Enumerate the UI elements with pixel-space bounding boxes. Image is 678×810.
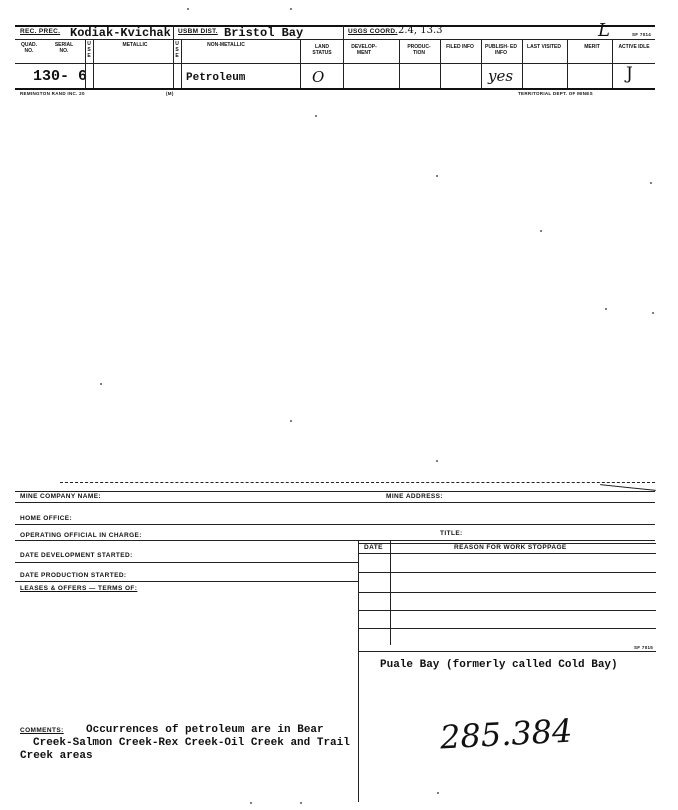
col-merit: MERIT xyxy=(584,44,600,50)
title-label: TITLE: xyxy=(440,530,463,537)
col-filed-info: FILED INFO xyxy=(446,44,474,50)
rec-prec-value: Kodiak-Kvichak xyxy=(70,26,171,40)
col-production: PRODUC- TION xyxy=(407,44,431,56)
usbm-dist-label: USBM DIST. xyxy=(178,28,218,35)
comments-line-2: Creek-Salmon Creek-Rex Creek-Oil Creek and Trail xyxy=(33,737,350,749)
corner-mark: L xyxy=(598,20,610,41)
col-non-metallic: NON-METALLIC xyxy=(207,42,245,48)
reason-stoppage-label: REASON FOR WORK STOPPAGE xyxy=(454,544,567,551)
usgs-coord-label: USGS COORD. xyxy=(348,28,398,35)
col-development: DEVELOP- MENT xyxy=(351,44,377,56)
usbm-dist-value: Bristol Bay xyxy=(224,26,304,40)
form-code-top: SF 7014 xyxy=(632,32,652,37)
col-active-idle: ACTIVE IDLE xyxy=(618,44,650,50)
col-published-info: PUBLISH- ED INFO xyxy=(485,44,517,56)
rec-prec-label: REC. PREC. xyxy=(20,28,61,35)
leases-label: LEASES & OFFERS — TERMS OF: xyxy=(20,585,138,592)
comments-line-3: Creek areas xyxy=(20,750,93,762)
date-dev-label: DATE DEVELOPMENT STARTED: xyxy=(20,552,133,559)
col-quad: QUAD. NO. xyxy=(20,42,38,54)
col-use-1: U S E xyxy=(87,41,91,59)
operating-official-label: OPERATING OFFICIAL IN CHARGE: xyxy=(20,532,142,539)
usgs-coord-value: 2.4, 13.3 xyxy=(398,25,443,36)
col-metallic: METALLIC xyxy=(122,42,148,48)
col-use-2: U S E xyxy=(175,41,179,59)
location-text: Puale Bay (formerly called Cold Bay) xyxy=(380,659,618,671)
row-published-info: yes xyxy=(488,67,514,85)
row-active-idle: J xyxy=(626,64,633,84)
home-office-label: HOME OFFICE: xyxy=(20,515,73,522)
row-land-status: O xyxy=(312,68,325,86)
mine-company-label: MINE COMPANY NAME: xyxy=(20,493,101,500)
comments-label: COMMENTS: xyxy=(20,727,64,734)
handwritten-number: 285.384 xyxy=(439,711,574,757)
col-last-visited: LAST VISITED xyxy=(527,44,561,50)
comments-line-1: Occurrences of petroleum are in Bear xyxy=(86,724,324,736)
printer-code: (M) xyxy=(166,91,174,96)
col-land-status: LAND STATUS xyxy=(312,44,332,56)
row-quad-serial: 130- 6 xyxy=(33,68,88,85)
date-prod-label: DATE PRODUCTION STARTED: xyxy=(20,572,127,579)
form-code-bottom: SF 7015 xyxy=(634,645,654,650)
territorial-dept: TERRITORIAL DEPT. OF MINES xyxy=(518,91,593,96)
date-col-label: DATE xyxy=(364,544,383,551)
col-serial: SERIAL NO. xyxy=(54,42,74,54)
mine-address-label: MINE ADDRESS: xyxy=(386,493,443,500)
printer-credit: REMINGTON RAND INC. 20 xyxy=(20,91,85,96)
row-non-metallic: Petroleum xyxy=(186,72,246,84)
